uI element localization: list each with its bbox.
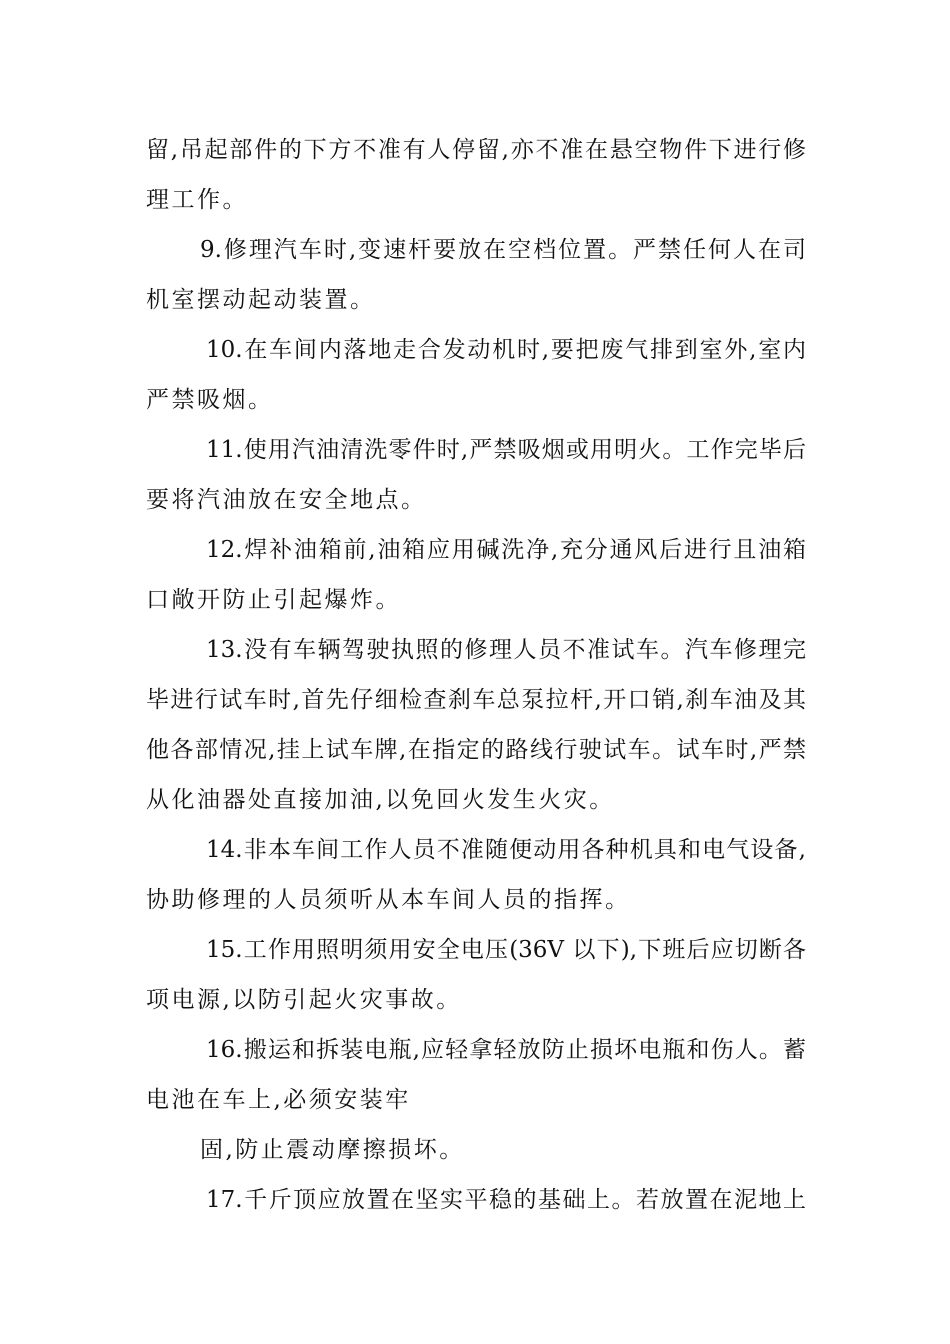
- text-line-17: 15.工作用照明须用安全电压(36V 以下),下班后应切断各: [206, 937, 806, 963]
- text-line-3: 9.修理汽车时,变速杆要放在空档位置。严禁任何人在司: [200, 237, 806, 263]
- text-line-18: 项电源,以防引起火灾事故。: [146, 987, 462, 1013]
- text-line-7: 11.使用汽油清洗零件时,严禁吸烟或用明火。工作完毕后: [206, 437, 806, 463]
- text-line-9: 12.焊补油箱前,油箱应用碱洗净,充分通风后进行且油箱: [206, 537, 806, 563]
- text-line-15: 14.非本车间工作人员不准随便动用各种机具和电气设备,: [206, 837, 806, 863]
- text-line-21: 固,防止震动摩擦损坏。: [200, 1137, 465, 1163]
- text-line-16: 协助修理的人员须听从本车间人员的指挥。: [146, 887, 631, 913]
- text-line-13: 他各部情况,挂上试车牌,在指定的路线行驶试车。试车时,严禁: [146, 737, 806, 763]
- text-line-6: 严禁吸烟。: [146, 387, 274, 413]
- text-line-5: 10.在车间内落地走合发动机时,要把废气排到室外,室内: [206, 337, 806, 363]
- text-line-12: 毕进行试车时,首先仔细检查刹车总泵拉杆,开口销,刹车油及其: [146, 687, 806, 713]
- text-line-19: 16.搬运和拆装电瓶,应轻拿轻放防止损坏电瓶和伤人。蓄: [206, 1037, 806, 1063]
- text-line-4: 机室摆动起动装置。: [146, 287, 376, 313]
- text-line-11: 13.没有车辆驾驶执照的修理人员不准试车。汽车修理完: [206, 637, 806, 663]
- text-line-10: 口敞开防止引起爆炸。: [146, 587, 401, 613]
- text-line-8: 要将汽油放在安全地点。: [146, 487, 427, 513]
- text-line-14: 从化油器处直接加油,以免回火发生火灾。: [146, 787, 615, 813]
- text-line-20: 电池在车上,必须安装牢: [146, 1087, 411, 1113]
- text-line-2: 理工作。: [146, 187, 248, 213]
- text-line-1: 留,吊起部件的下方不准有人停留,亦不准在悬空物件下进行修: [146, 137, 806, 163]
- text-line-22: 17.千斤顶应放置在坚实平稳的基础上。若放置在泥地上: [206, 1187, 806, 1213]
